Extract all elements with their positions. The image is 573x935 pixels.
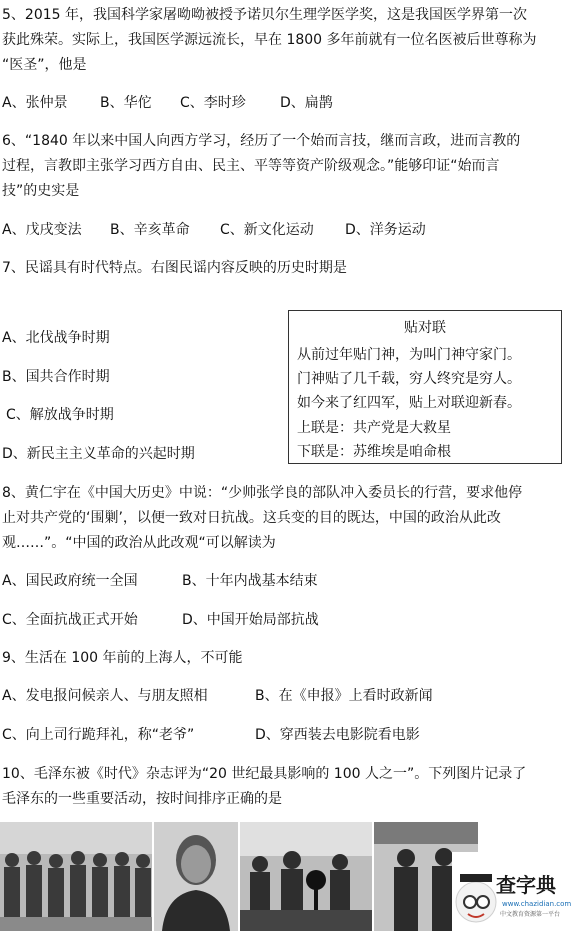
q6-option-c: C、新文化运动 [220, 222, 314, 238]
q7-option-c: C、解放战争时期 [6, 407, 114, 423]
watermark-logo [452, 852, 573, 931]
q7-option-a: A、北伐战争时期 [2, 330, 110, 346]
q8-option-b: B、十年内战基本结束 [182, 573, 318, 589]
q9-line-1: 9、生活在 100 年前的上海人，不可能 [2, 650, 243, 666]
q5-option-c: C、李时珍 [180, 95, 246, 111]
q6-line-3: 技”的史实是 [2, 183, 80, 199]
photo-portrait-young [154, 822, 238, 931]
q9-option-d: D、穿西装去电影院看电影 [255, 727, 420, 743]
q5-option-d: D、扁鹊 [280, 95, 333, 111]
q6-line-2: 过程，言教即主张学习西方自由、民主、平等等资产阶级观念。”能够印证“始而言 [2, 158, 500, 174]
q7-line-1: 7、民谣具有时代特点。右图民谣内容反映的历史时期是 [2, 260, 347, 276]
svg-text:中文教育资源第一平台: 中文教育资源第一平台 [500, 911, 561, 918]
q8-line-3: 观……”。“中国的政治从此改观“可以解读为 [2, 535, 276, 551]
q5-option-b: B、华佗 [100, 95, 152, 111]
photo-founding-ceremony [240, 822, 372, 931]
q8-line-1: 8、黄仁宇在《中国大历史》中说：“少帅张学良的部队冲入委员长的行营，要求他停 [2, 485, 523, 501]
svg-text:查字典: 查字典 [496, 873, 556, 897]
folk-song-line-5: 下联是：苏维埃是咱命根 [297, 444, 451, 460]
folk-song-line-3: 如今来了红四军，贴上对联迎新春。 [297, 395, 521, 411]
q6-option-b: B、辛亥革命 [110, 222, 190, 238]
q5-line-1: 5、2015 年，我国科学家屠呦呦被授予诺贝尔生理学医学奖，这是我国医学界第一次 [2, 7, 527, 23]
q10-line-2: 毛泽东的一些重要活动，按时间排序正确的是 [2, 791, 282, 807]
q8-line-2: 止对共产党的‘围剿’，以便一致对日抗战。这兵变的目的既达，中国的政治从此改 [2, 510, 501, 526]
q8-option-d: D、中国开始局部抗战 [182, 612, 319, 628]
folk-song-title: 贴对联 [404, 320, 446, 336]
q6-option-a: A、戊戌变法 [2, 222, 82, 238]
q10-line-1: 10、毛泽东被《时代》杂志评为“20 世纪最具影响的 100 人之一”。下列图片记录了 [2, 766, 527, 782]
folk-song-line-4: 上联是：共产党是大救星 [297, 420, 451, 436]
svg-text:www.chazidian.com: www.chazidian.com [502, 900, 572, 908]
q5-line-3: “医圣”，他是 [2, 57, 87, 73]
q9-option-b: B、在《申报》上看时政新闻 [255, 688, 433, 704]
q9-option-c: C、向上司行跪拜礼，称“老爷” [2, 727, 195, 743]
q6-option-d: D、洋务运动 [345, 222, 426, 238]
folk-song-line-2: 门神贴了几千载，穷人终究是穷人。 [297, 371, 521, 387]
q8-option-a: A、国民政府统一全国 [2, 573, 138, 589]
photo-group-soldiers [0, 822, 152, 931]
q5-line-2: 获此殊荣。实际上，我国医学源远流长，早在 1800 多年前就有一位名医被后世尊称为 [2, 32, 537, 48]
q9-option-a: A、发电报问候亲人、与朋友照相 [2, 688, 208, 704]
q7-option-b: B、国共合作时期 [2, 369, 110, 385]
folk-song-line-1: 从前过年贴门神，为叫门神守家门。 [297, 347, 521, 363]
q8-option-c: C、全面抗战正式开始 [2, 612, 138, 628]
q5-option-a: A、张仲景 [2, 95, 68, 111]
folk-song-box [288, 310, 562, 464]
q6-line-1: 6、“1840 年以来中国人向西方学习，经历了一个始而言技，继而言政，进而言教的 [2, 133, 521, 149]
q7-option-d: D、新民主主义革命的兴起时期 [2, 446, 195, 462]
